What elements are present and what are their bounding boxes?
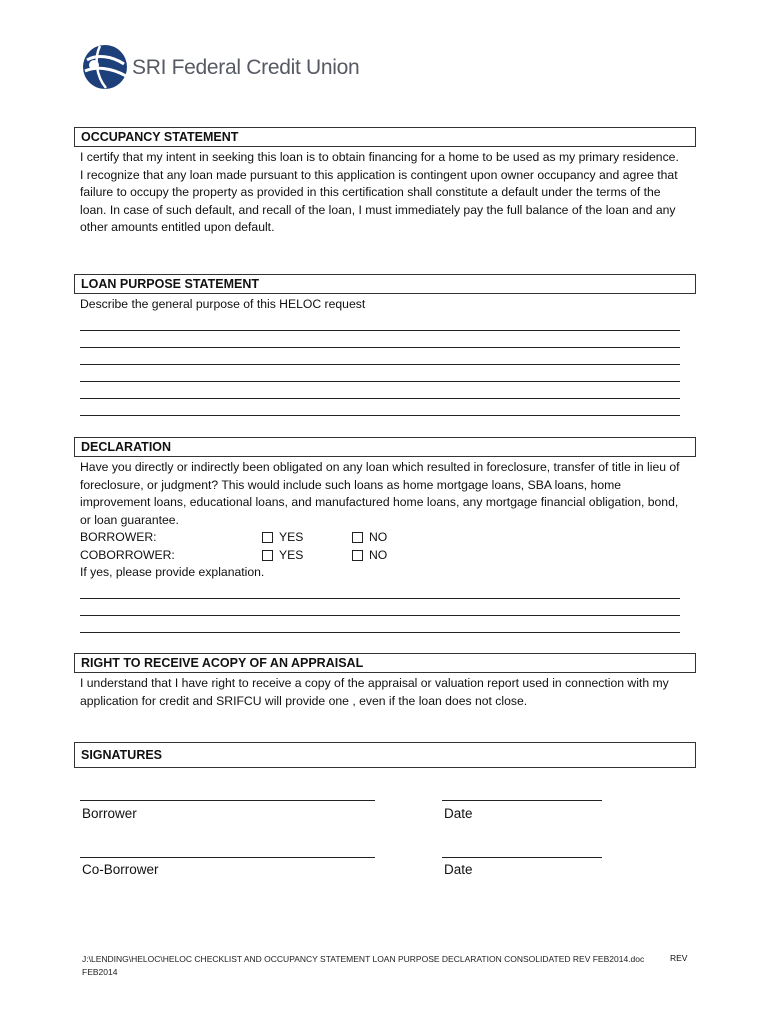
borrower-date-label: Date xyxy=(444,806,473,821)
logo-name: SRI Federal Credit Union xyxy=(132,56,360,79)
purpose-line-6[interactable] xyxy=(80,399,680,416)
coborrower-row xyxy=(80,547,690,565)
loan-purpose-heading: LOAN PURPOSE STATEMENT xyxy=(74,274,696,294)
explain-line-1[interactable] xyxy=(80,582,680,599)
occupancy-section xyxy=(74,127,696,237)
loan-purpose-prompt: Describe the general purpose of this HELOC request xyxy=(80,297,366,311)
borrower-yes-checkbox[interactable] xyxy=(262,532,273,543)
explain-line-3[interactable] xyxy=(80,616,680,633)
occupancy-heading: OCCUPANCY STATEMENT xyxy=(74,127,696,147)
purpose-line-1[interactable] xyxy=(80,314,680,331)
appraisal-heading: RIGHT TO RECEIVE ACOPY OF AN APPRAISAL xyxy=(74,653,696,673)
borrower-label: BORROWER: xyxy=(80,530,157,544)
borrower-row xyxy=(80,529,690,547)
borrower-date-line[interactable] xyxy=(442,800,602,801)
borrower-yes-label: YES xyxy=(279,530,304,544)
loan-purpose-section xyxy=(74,274,696,416)
borrower-signature-label: Borrower xyxy=(82,806,137,821)
signatures-heading: SIGNATURES xyxy=(74,742,696,768)
coborrower-yes-label: YES xyxy=(279,547,304,562)
borrower-no-option[interactable] xyxy=(352,529,387,547)
purpose-line-3[interactable] xyxy=(80,348,680,365)
occupancy-para2: I recognize that any loan made pursuant to this application is contingent upon owner occupancy and agree that failure to occupy the property as provided in this certification shall constitute a default under the terms of the loan. In case of such default, and recall of the loan, I must immediately pay the full balance of the loan and any other amounts entitled upon default. xyxy=(80,167,678,234)
declaration-question: Have you directly or indirectly been obligated on any loan which resulted in foreclosure, transfer of title in lieu of foreclosure, or judgment? This would include such loans as home mortgage loans, SBA loans, home improvement loans, educational loans, and manufactured home loans, any mortgage financial obligation, bond, or loan guarantee. xyxy=(80,460,680,527)
globe-logo-icon xyxy=(82,44,128,90)
coborrower-date-line[interactable] xyxy=(442,857,602,858)
borrower-no-label: NO xyxy=(369,530,388,544)
declaration-heading: DECLARATION xyxy=(74,437,696,457)
explain-line-2[interactable] xyxy=(80,599,680,616)
footer-date: FEB2014 xyxy=(82,967,118,977)
coborrower-date-label: Date xyxy=(444,862,473,877)
footer-rev: REV xyxy=(670,953,688,963)
sri-logo xyxy=(82,44,382,96)
declaration-explain: If yes, please provide explanation. xyxy=(80,565,265,579)
footer xyxy=(82,953,644,979)
coborrower-label: COBORROWER: xyxy=(80,547,175,562)
footer-path: J:\LENDING\HELOC\HELOC CHECKLIST AND OCCUPANCY STATEMENT LOAN PURPOSE DECLARATION CONSOLIDATED REV FEB2014.doc xyxy=(82,954,645,964)
purpose-line-2[interactable] xyxy=(80,331,680,348)
appraisal-section xyxy=(74,653,696,710)
borrower-yes-option[interactable] xyxy=(262,529,303,547)
purpose-line-4[interactable] xyxy=(80,365,680,382)
declaration-section xyxy=(74,437,696,633)
coborrower-signature-label: Co-Borrower xyxy=(82,862,159,877)
purpose-line-5[interactable] xyxy=(80,382,680,399)
coborrower-signature-line[interactable] xyxy=(80,857,375,858)
signatures-section xyxy=(74,742,696,768)
coborrower-yes-option[interactable] xyxy=(262,547,303,565)
coborrower-yes-checkbox[interactable] xyxy=(262,550,273,561)
coborrower-no-label: NO xyxy=(369,547,388,562)
coborrower-no-option[interactable] xyxy=(352,547,387,565)
occupancy-para1: I certify that my intent in seeking this loan is to obtain financing for a home to be used as my primary residence. xyxy=(80,150,679,164)
coborrower-no-checkbox[interactable] xyxy=(352,550,363,561)
borrower-signature-line[interactable] xyxy=(80,800,375,801)
appraisal-text: I understand that I have right to receive a copy of the appraisal or valuation report used in connection with my application for credit and SRIFCU will provide one , even if the loan does not close. xyxy=(80,676,669,708)
borrower-no-checkbox[interactable] xyxy=(352,532,363,543)
